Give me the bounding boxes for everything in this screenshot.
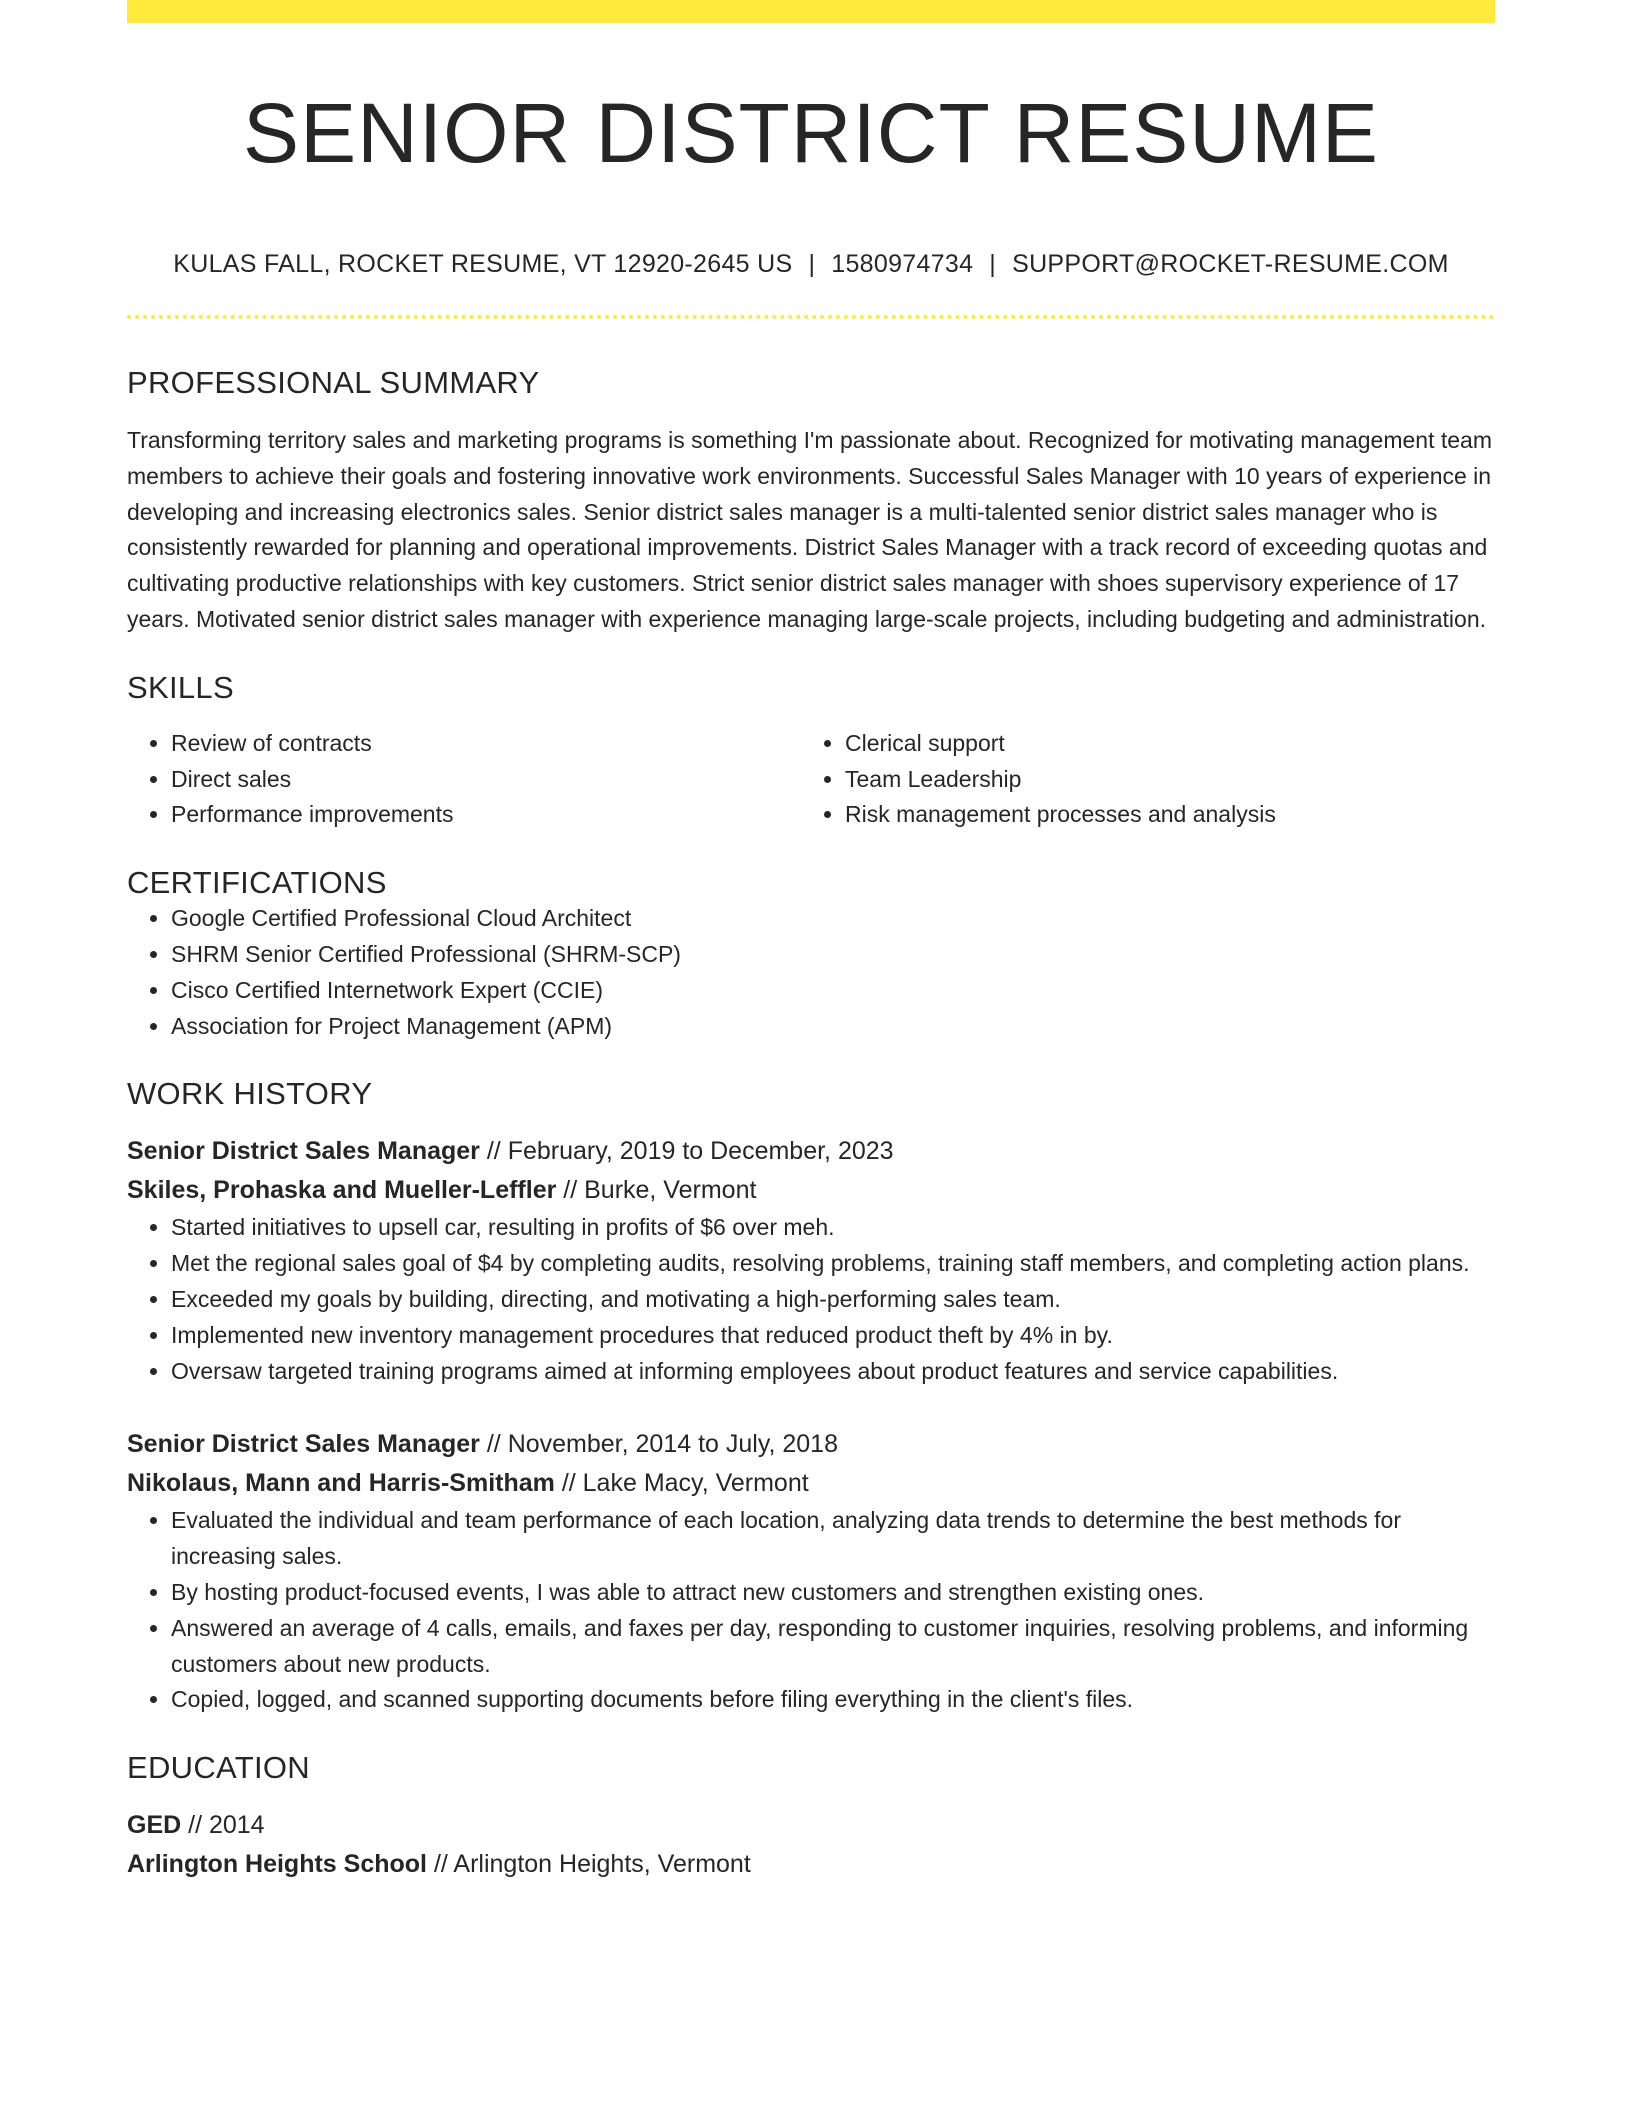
education-heading: EDUCATION [127, 1750, 310, 1786]
job-bullet: • Implemented new inventory management procedures that reduced product theft by 4% in by. [171, 1318, 1495, 1354]
certification-item: • SHRM Senior Certified Professional (SHRM-SCP) [171, 937, 1495, 973]
skills-column-right [801, 726, 1475, 833]
certification-item: • Cisco Certified Internetwork Expert (CCIE) [171, 973, 1495, 1009]
skill-item: • Clerical support [845, 726, 1475, 762]
job-bullet: • Copied, logged, and scanned supporting documents before filing everything in the client's files. [171, 1682, 1495, 1718]
resume-name: SENIOR DISTRICT RESUME [243, 86, 1379, 180]
job-title-line [127, 1425, 1495, 1464]
job-company: Nikolaus, Mann and Harris-Smitham [127, 1469, 555, 1498]
certification-item: • Association for Project Management (APM) [171, 1009, 1495, 1045]
job-role: Senior District Sales Manager [127, 1137, 480, 1166]
contact-separator: | [989, 250, 997, 278]
contact-separator: | [808, 250, 816, 278]
job-bullets [127, 1210, 1495, 1389]
education-degree: GED [127, 1811, 182, 1840]
certifications-list [127, 901, 1495, 1044]
contact-line [127, 249, 1495, 279]
job-company: Skiles, Prohaska and Mueller-Leffler [127, 1176, 557, 1205]
education-location: // Arlington Heights, Vermont [427, 1850, 751, 1879]
summary-heading: PROFESSIONAL SUMMARY [127, 365, 540, 400]
job-title-line [127, 1132, 1495, 1171]
resume-content [127, 23, 1495, 1884]
skills-list-right [801, 726, 1475, 833]
job-dates: // February, 2019 to December, 2023 [479, 1137, 894, 1166]
skills-heading: SKILLS [127, 669, 234, 705]
contact-address: KULAS FALL, ROCKET RESUME, VT 12920-2645 US [173, 250, 793, 278]
job-company-line [127, 1464, 1495, 1503]
job-bullet: • Started initiatives to upsell car, resulting in profits of $6 over meh. [171, 1210, 1495, 1246]
work-history-heading: WORK HISTORY [127, 1076, 373, 1112]
skill-item: • Team Leadership [845, 762, 1475, 798]
skill-item: • Risk management processes and analysis [845, 797, 1475, 833]
job-bullets [127, 1503, 1495, 1718]
job-role: Senior District Sales Manager [127, 1430, 480, 1459]
job-bullet: • Oversaw targeted training programs aimed at informing employees about product features and service capabilities. [171, 1354, 1495, 1390]
skills-list-left [127, 726, 801, 833]
skills-column-left [127, 726, 801, 833]
summary-text: Transforming territory sales and marketing programs is something I'm passionate about. Recognized for motivating management team members to achieve their goals and fostering innovative work environments. Successful Sales Manager with 10 years of experience in developing and increasing electronics sales. Senior district sales manager is a multi-talented senior district sales manager who is consistently rewarded for planning and operational improvements. District Sales Manager with a track record of exceeding quotas and cultivating productive relationships with key customers. Strict senior district sales manager with shoes supervisory experience of 17 years. Motivated senior district sales manager with experience managing large-scale projects, including budgeting and administration. [127, 427, 1493, 632]
skill-item: • Performance improvements [171, 797, 801, 833]
skill-item: • Review of contracts [171, 726, 801, 762]
job-bullet: • Met the regional sales goal of $4 by completing audits, resolving problems, training staff members, and completing action plans. [171, 1246, 1495, 1282]
certifications-heading: CERTIFICATIONS [127, 865, 387, 901]
skills-grid [127, 726, 1495, 833]
education-year: // 2014 [181, 1811, 265, 1840]
job-location: // Burke, Vermont [556, 1176, 757, 1205]
job-dates: // November, 2014 to July, 2018 [479, 1430, 838, 1459]
job-bullet: • Exceeded my goals by building, directing, and motivating a high-performing sales team. [171, 1282, 1495, 1318]
top-accent-bar [127, 0, 1495, 23]
contact-email: SUPPORT@ROCKET-RESUME.COM [1012, 250, 1449, 278]
education-degree-line [127, 1806, 1495, 1845]
job-bullet: • Answered an average of 4 calls, emails, and faxes per day, responding to customer inquiries, resolving problems, and informing customers about new products. [171, 1611, 1495, 1683]
skill-item: • Direct sales [171, 762, 801, 798]
education-school: Arlington Heights School [127, 1850, 427, 1879]
job-bullet: • By hosting product-focused events, I was able to attract new customers and strengthen existing ones. [171, 1575, 1495, 1611]
job-location: // Lake Macy, Vermont [554, 1469, 809, 1498]
contact-phone: 1580974734 [831, 250, 974, 278]
job-company-line [127, 1171, 1495, 1210]
job-bullet: • Evaluated the individual and team performance of each location, analyzing data trends to determine the best methods for increasing sales. [171, 1503, 1495, 1575]
education-school-line [127, 1845, 1495, 1884]
header-divider [127, 315, 1495, 319]
certification-item: • Google Certified Professional Cloud Architect [171, 901, 1495, 937]
